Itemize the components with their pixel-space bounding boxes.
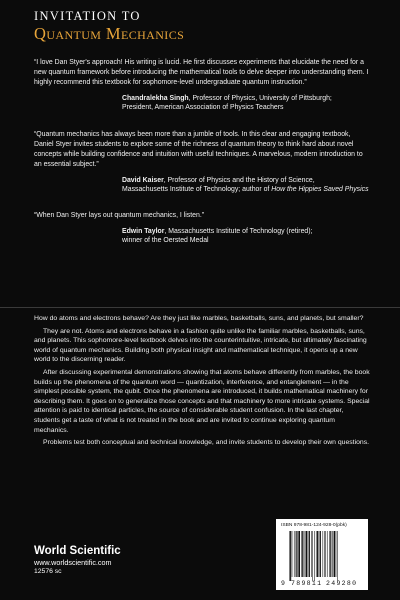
endorser-name: David Kaiser xyxy=(122,176,164,184)
description-paragraph-3: After discussing experimental demonstrations showing that atoms behave differently from marbles, the book builds up the phenomena of the quantum word — quantization, interference, and entanglement — in the simplest possible system, the qubit. Once the phenomena are introduced, it builds mathematical machinery for describing them. It goes on to generalize those concepts and that machinery to more intricate systems. Special attention is paid to identical particles, the source of considerable student confusion. In the last chapter, students get a taste of what is not treated in the book and are invited to continue exploring quantum mechanics. xyxy=(34,368,370,434)
barcode-bar xyxy=(301,531,302,577)
publisher-code: 12576 sc xyxy=(34,568,62,575)
barcode-bar xyxy=(332,531,333,577)
barcode-bar xyxy=(336,531,337,577)
endorser-affiliation-2: President, American Association of Physics Teachers xyxy=(122,104,284,112)
barcode-digits-right: 249280 xyxy=(326,580,356,587)
isbn-barcode xyxy=(276,519,368,590)
barcode-bar xyxy=(320,531,321,577)
barcode-bar xyxy=(316,531,317,577)
book-title-italic: How the Hippies Saved Physics xyxy=(271,186,369,194)
title-line-2: Quantum Mechanics xyxy=(34,24,185,43)
barcode-bar xyxy=(329,531,330,577)
barcode-bar xyxy=(297,531,298,577)
barcode-bar xyxy=(337,531,338,581)
barcode-bar xyxy=(314,531,315,581)
quote-text: “Quantum mechanics has always been more than a jumble of tools. In this clear and engaging textbook, Daniel Styer invites students to explore some of the richness of quantum theory to think hard about novel concepts while building confidence and intuition with useful techniques. A marvelous, modern introduction to an essential subject.” xyxy=(34,130,363,168)
endorser-affiliation-2: winner of the Oersted Medal xyxy=(122,237,209,245)
barcode-bar xyxy=(323,531,324,577)
barcode-image xyxy=(281,531,363,587)
endorser-affiliation: , Professor of Physics, University of Pittsburgh; xyxy=(188,94,332,102)
barcode-bar xyxy=(324,531,325,577)
quote-text: “I love Dan Styer's approach! His writing is lucid. He first discusses experiments that elucidate the need for a new quantum framework before introducing the mathematical tools to delve deeper into understanding them. I highly recommend this textbook for sophomore-level undergraduate quantum instruction.” xyxy=(34,59,369,86)
endorser-affiliation: , Professor of Physics and the History of Science, xyxy=(163,176,315,184)
barcode-bar xyxy=(290,531,291,581)
quote-attribution xyxy=(122,176,370,195)
section-divider xyxy=(0,307,400,308)
barcode-bar xyxy=(306,531,308,577)
endorsement-2 xyxy=(34,130,370,195)
barcode-digits-left: 789811 xyxy=(291,580,321,587)
barcode-bar xyxy=(298,531,300,577)
book-description xyxy=(34,314,370,451)
barcode-bar xyxy=(294,531,295,577)
cover-title xyxy=(34,9,184,43)
barcode-bar xyxy=(327,531,328,577)
endorser-affiliation-2: Massachusetts Institute of Technology; author of xyxy=(122,186,272,194)
description-paragraph-4: Problems test both conceptual and technical knowledge, and invite students to develop their own questions. xyxy=(43,439,370,447)
description-paragraph-1: How do atoms and electrons behave? Are they just like marbles, basketballs, suns, and planets, but smaller? xyxy=(34,315,364,322)
endorsements xyxy=(34,58,370,246)
barcode-bar xyxy=(312,531,313,581)
barcode-bar xyxy=(330,531,331,577)
publisher-name: World Scientific xyxy=(34,545,121,557)
barcode-bar xyxy=(325,531,326,577)
endorsement-1 xyxy=(34,58,370,113)
barcode-bar xyxy=(304,531,305,577)
quote-attribution xyxy=(122,227,370,246)
barcode-digit-first: 9 xyxy=(281,580,285,587)
barcode-bar xyxy=(334,531,336,577)
barcode-bars xyxy=(289,531,338,581)
barcode-bar xyxy=(289,531,290,581)
endorser-name: Chandralekha Singh xyxy=(122,94,189,102)
endorser-name: Edwin Taylor xyxy=(122,227,165,235)
barcode-bar xyxy=(296,531,297,577)
barcode-bar xyxy=(319,531,320,577)
quote-text: “When Dan Styer lays out quantum mechanics, I listen.” xyxy=(34,211,205,219)
publisher-url: www.worldscientific.com xyxy=(34,558,112,567)
isbn-label: ISBN 978-981-124-928-0(pbk) xyxy=(281,523,347,528)
publisher-block xyxy=(34,545,121,576)
barcode-bar xyxy=(292,531,293,577)
title-line-1: INVITATION TO xyxy=(34,9,141,23)
barcode-bar xyxy=(309,531,310,577)
endorser-affiliation: , Massachusetts Institute of Technology (retired); xyxy=(164,227,313,235)
barcode-bar xyxy=(317,531,318,577)
barcode-bar xyxy=(308,531,309,577)
quote-attribution xyxy=(122,94,370,113)
barcode-bar xyxy=(302,531,303,577)
description-paragraph-2: They are not. Atoms and electrons behave in a fashion quite unlike the familiar marbles, basketballs, suns, and planets. This sophomore-level textbook delves into the counterintuitive, intricate, but ultimately fascinating world of quantum mechanics. Building both physical insight and mathematical technique, it opens up a new world to the discerning reader. xyxy=(34,327,367,364)
barcode-bar xyxy=(311,531,312,577)
endorsement-3 xyxy=(34,211,370,246)
